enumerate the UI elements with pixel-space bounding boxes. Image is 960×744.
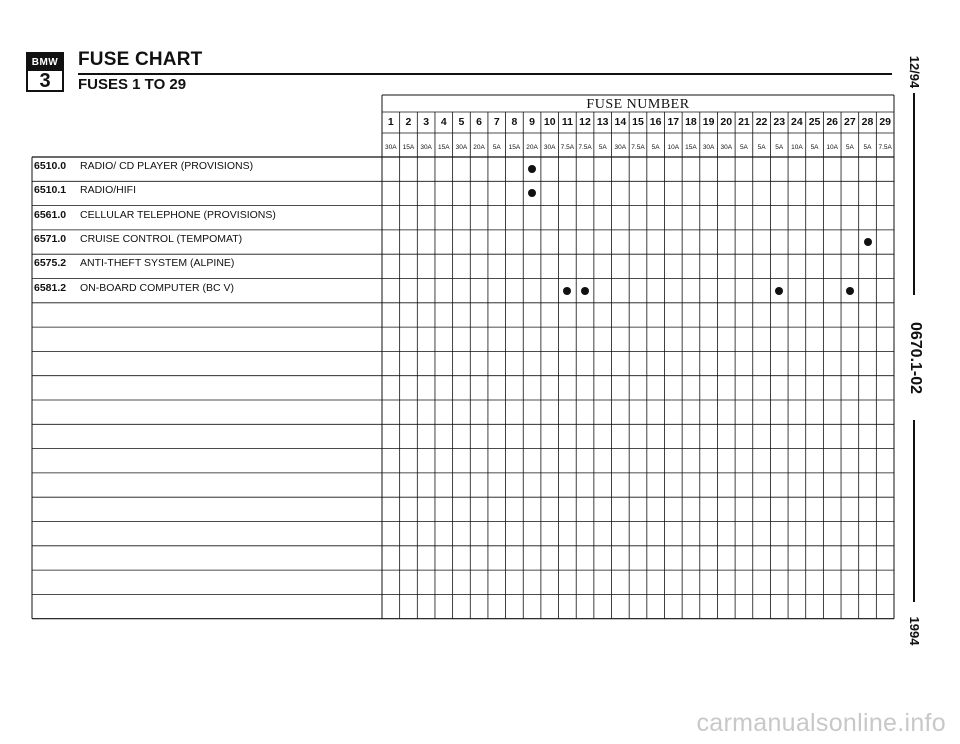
fuse-number: 25 xyxy=(808,116,821,128)
fuse-number: 21 xyxy=(738,116,750,128)
fuse-number: 20 xyxy=(720,116,733,128)
side-year: 1994 xyxy=(907,616,922,646)
fuse-rating: 5A xyxy=(598,144,607,151)
fuse-rating: 30A xyxy=(543,144,556,151)
system-code: 6510.0 xyxy=(34,160,67,172)
system-code: 6571.0 xyxy=(34,232,67,245)
fuse-number: 3 xyxy=(423,116,430,128)
table-row-label xyxy=(34,160,253,172)
fuse-rating: 20A xyxy=(526,144,538,151)
fuse-rating: 5A xyxy=(863,144,872,151)
system-name: ON-BOARD COMPUTER (BC V) xyxy=(80,281,235,294)
watermark: carmanualsonline.info xyxy=(696,709,946,737)
fuse-rating: 7.5A xyxy=(631,144,645,151)
fuse-rating: 10A xyxy=(826,144,838,151)
table-row-label xyxy=(34,282,234,294)
fuse-number: 16 xyxy=(649,116,662,128)
fuse-number: 6 xyxy=(476,116,482,128)
table-row-label xyxy=(34,257,234,269)
table-row-label xyxy=(34,184,136,196)
page-subtitle: FUSES 1 TO 29 xyxy=(78,76,187,93)
system-name: ANTI-THEFT SYSTEM (ALPINE) xyxy=(80,257,235,270)
fuse-rating: 15A xyxy=(402,144,415,151)
system-name: RADIO/HIFI xyxy=(80,184,137,197)
system-code: 6561.0 xyxy=(34,208,67,221)
fuse-number: 9 xyxy=(529,116,535,128)
side-line-top xyxy=(913,93,915,295)
page-title: FUSE CHART xyxy=(78,49,203,70)
fuse-number: 1 xyxy=(387,116,394,128)
fuse-number: 18 xyxy=(685,116,697,128)
fuse-marker-dot xyxy=(846,287,854,295)
system-code: 6510.1 xyxy=(34,184,67,197)
fuse-number: 27 xyxy=(844,116,856,128)
fuse-number: 19 xyxy=(702,116,715,128)
fuse-rating: 5A xyxy=(845,144,854,151)
fuse-number: 8 xyxy=(511,116,518,128)
fuse-rating: 30A xyxy=(455,144,468,151)
fuse-rating: 30A xyxy=(720,144,733,151)
logo-brand: BMW xyxy=(28,54,62,71)
fuse-number: 7 xyxy=(493,116,500,128)
fuse-marker-dot xyxy=(864,238,872,246)
fuse-marker-dot xyxy=(775,287,783,295)
fuse-number: 13 xyxy=(596,116,609,128)
fuse-rating: 30A xyxy=(420,144,432,151)
fuse-rating: 5A xyxy=(739,144,748,151)
fuse-number: 4 xyxy=(440,116,447,128)
fuse-marker-dot xyxy=(581,287,589,295)
fuse-rating: 7.5A xyxy=(878,144,892,151)
fuse-number: 28 xyxy=(861,116,874,128)
fuse-number: 15 xyxy=(632,116,644,128)
fuse-number: 11 xyxy=(561,116,573,128)
fuse-rating: 7.5A xyxy=(560,144,575,151)
fuse-number: 14 xyxy=(614,116,627,128)
fuse-rating: 5A xyxy=(810,144,819,151)
system-name: CRUISE CONTROL (TEMPOMAT) xyxy=(80,232,243,245)
system-name: CELLULAR TELEPHONE (PROVISIONS) xyxy=(80,208,276,221)
side-doc-number: 0670.1-02 xyxy=(907,321,924,395)
fuse-rating: 30A xyxy=(385,144,397,151)
fuse-number: 17 xyxy=(667,116,680,128)
system-code: 6575.2 xyxy=(34,257,67,270)
fuse-rating: 30A xyxy=(702,144,715,151)
fuse-rating: 5A xyxy=(651,144,660,151)
fuse-number: 23 xyxy=(773,116,786,128)
fuse-number: 26 xyxy=(826,116,839,128)
fuse-rating: 10A xyxy=(667,144,680,151)
system-code: 6581.2 xyxy=(34,281,67,294)
fuse-rating: 15A xyxy=(437,144,450,151)
table-row-label xyxy=(34,233,242,245)
fuse-number: 29 xyxy=(879,116,891,128)
table-row-label xyxy=(34,209,276,221)
fuse-number: 10 xyxy=(543,116,556,128)
fuse-rating: 7.5A xyxy=(578,144,592,151)
fuse-rating: 15A xyxy=(508,144,521,151)
side-line-bottom xyxy=(913,420,915,602)
fuse-number: 22 xyxy=(755,116,768,128)
fuse-number-heading: FUSE NUMBER xyxy=(586,97,690,112)
fuse-rating: 15A xyxy=(685,144,697,151)
fuse-number: 2 xyxy=(405,116,412,128)
fuse-rating: 5A xyxy=(492,144,501,151)
logo-model: 3 xyxy=(39,70,51,92)
side-date: 12/94 xyxy=(907,55,922,89)
fuse-rating: 10A xyxy=(791,144,803,151)
fuse-number: 5 xyxy=(458,116,465,128)
fuse-rating: 5A xyxy=(757,144,766,151)
fuse-number: 24 xyxy=(791,116,803,128)
fuse-rating: 20A xyxy=(473,144,485,151)
fuse-rating: 30A xyxy=(614,144,627,151)
system-name: RADIO/ CD PLAYER (PROVISIONS) xyxy=(80,160,254,172)
fuse-rating: 5A xyxy=(775,144,784,151)
fuse-number: 12 xyxy=(579,116,591,128)
